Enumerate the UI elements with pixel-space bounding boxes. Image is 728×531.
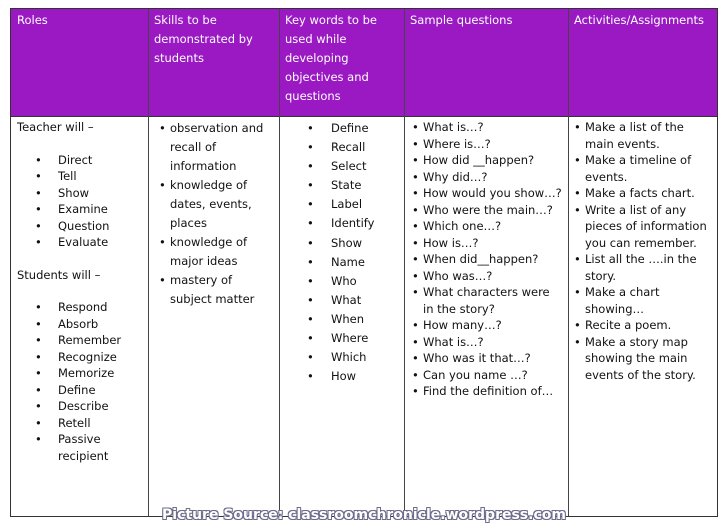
- column-divider: [568, 9, 569, 516]
- students-list: [17, 299, 125, 464]
- list-item: • Define: [283, 119, 401, 138]
- list-item: • What characters were in the story?: [412, 284, 562, 317]
- questions-list: [412, 119, 562, 400]
- list-item: • Describe: [17, 398, 125, 415]
- list-item: • State: [283, 176, 401, 195]
- activities-list: [574, 119, 709, 383]
- list-item: • Passive recipient: [17, 431, 125, 464]
- list-item: • List all the ….in the story.: [574, 251, 709, 284]
- list-item: • How many…?: [412, 317, 562, 334]
- list-item: • Who: [283, 272, 401, 291]
- header-keywords: Key words to be used while developing objectives and questions: [285, 13, 377, 103]
- header-divider: [11, 116, 717, 117]
- list-item: • Find the definition of…: [412, 383, 562, 400]
- list-item: • Show: [283, 234, 401, 253]
- list-item: • Why did…?: [412, 169, 562, 186]
- list-item: • How is…?: [412, 235, 562, 252]
- list-item: • Question: [17, 218, 145, 235]
- list-item: • What is…?: [412, 334, 562, 351]
- skills-list: [159, 119, 277, 309]
- list-item: • Evaluate: [17, 234, 145, 251]
- header-questions: Sample questions: [410, 13, 513, 27]
- list-item: • Who were the main…?: [412, 202, 562, 219]
- list-item: • Recall: [283, 138, 401, 157]
- list-item: • Direct: [17, 152, 145, 169]
- list-item: • Which one…?: [412, 218, 562, 235]
- list-item: • Identify: [283, 214, 401, 233]
- list-item: • Make a list of the main events.: [574, 119, 709, 152]
- list-item: • knowledge of dates, events, places: [159, 176, 277, 233]
- list-item: • Label: [283, 195, 401, 214]
- list-item: • Show: [17, 185, 145, 202]
- list-item: • How would you show…?: [412, 185, 562, 202]
- list-item: • What: [283, 291, 401, 310]
- list-item: • How did __happen?: [412, 152, 562, 169]
- list-item: • Can you name …?: [412, 367, 562, 384]
- list-item: • Select: [283, 157, 401, 176]
- list-item: • Who was…?: [412, 268, 562, 285]
- picture-source-watermark: Picture Source: classroomchronicle.wordpress.com: [162, 507, 566, 523]
- list-item: • Recite a poem.: [574, 317, 709, 334]
- skills-cell: [159, 119, 277, 309]
- list-item: • Where is…?: [412, 136, 562, 153]
- roles-cell: [17, 119, 145, 464]
- keywords-cell: [283, 119, 401, 386]
- header-activities: Activities/Assignments: [574, 13, 705, 27]
- list-item: • Recognize: [17, 349, 125, 366]
- list-item: • knowledge of major ideas: [159, 233, 277, 271]
- students-heading: Students will –: [17, 267, 101, 282]
- questions-cell: [412, 119, 562, 400]
- list-item: • Which: [283, 348, 401, 367]
- list-item: • When: [283, 310, 401, 329]
- list-item: • Absorb: [17, 316, 125, 333]
- activities-cell: [574, 119, 709, 383]
- teacher-list: [17, 152, 145, 251]
- list-item: • Make a story map showing the main events of the story.: [574, 334, 709, 384]
- list-item: • Who was it that…?: [412, 350, 562, 367]
- list-item: • How: [283, 367, 401, 386]
- list-item: • Remember: [17, 332, 125, 349]
- list-item: • Make a facts chart.: [574, 185, 709, 202]
- list-item: • Define: [17, 382, 125, 399]
- list-item: • When did__happen?: [412, 251, 562, 268]
- list-item: • Respond: [17, 299, 125, 316]
- teacher-heading: Teacher will –: [17, 120, 94, 134]
- list-item: • Retell: [17, 415, 125, 432]
- list-item: • mastery of subject matter: [159, 271, 277, 309]
- list-item: • Write a list of any pieces of information you can remember.: [574, 202, 709, 252]
- list-item: • observation and recall of information: [159, 119, 277, 176]
- list-item: • Memorize: [17, 365, 125, 382]
- header-roles: Roles: [17, 13, 48, 27]
- column-divider: [279, 9, 280, 516]
- list-item: • Tell: [17, 168, 145, 185]
- column-divider: [404, 9, 405, 516]
- list-item: • Name: [283, 253, 401, 272]
- list-item: • Make a timeline of events.: [574, 152, 709, 185]
- keywords-list: [283, 119, 401, 386]
- list-item: • What is…?: [412, 119, 562, 136]
- column-divider: [148, 9, 149, 516]
- list-item: • Make a chart showing…: [574, 284, 709, 317]
- list-item: • Examine: [17, 201, 145, 218]
- list-item: • Where: [283, 329, 401, 348]
- header-skills: Skills to be demonstrated by students: [154, 13, 253, 65]
- blooms-table: [10, 8, 718, 517]
